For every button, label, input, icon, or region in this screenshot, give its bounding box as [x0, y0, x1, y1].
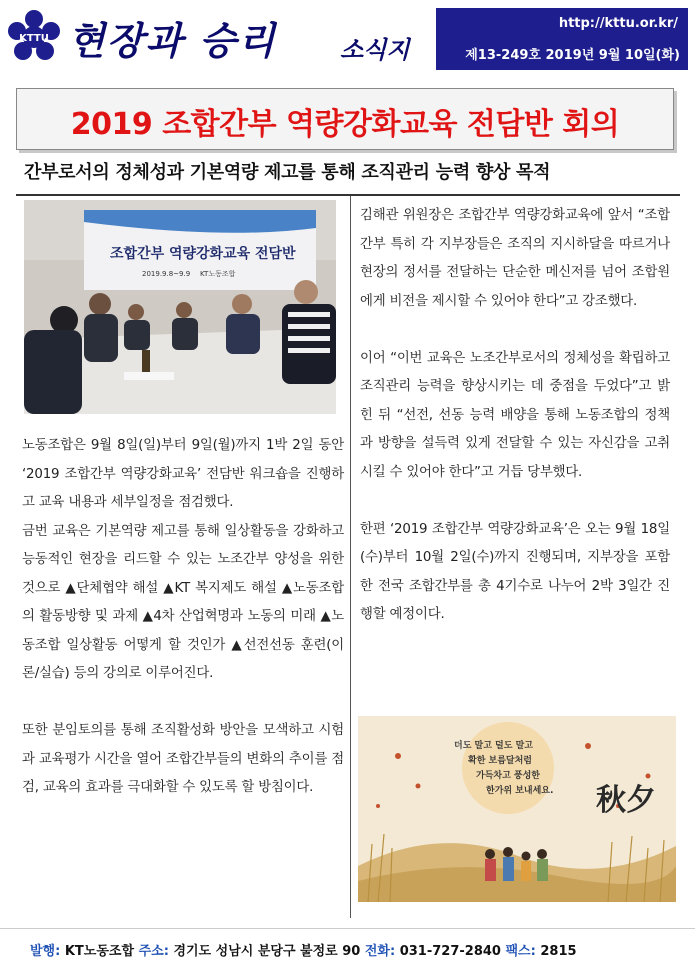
right-column: [360, 202, 670, 630]
meeting-photo: [24, 200, 336, 414]
fax-label: 팩스:: [505, 944, 536, 959]
paragraph: 금번 교육은 기본역량 제고를 통해 일상활동을 강화하고 능동적인 현장을 리드할 수 있는 노조간부 양성을 위한 것으로 ▲단체협약 해설 ▲KT 복지제도 해설 ▲노동조합의 활동방향 및 과제 ▲4차 산업혁명과 노동의 미래 ▲노동조합 일상활동 어떻게 할 것인가 ▲선전선동 훈련(이론/실습) 등의 강의로 이루어진다.: [22, 523, 344, 681]
paragraph: 노동조합은 9월 8일(일)부터 9일(월)까지 1박 2일 동안 ‘2019 조합간부 역량강화교육’ 전담반 워크숍을 진행하고 교육 내용과 세부일정을 점검했다.: [22, 438, 344, 510]
fax: 2815: [540, 944, 577, 959]
column-divider: [350, 196, 351, 918]
footer-divider: [0, 928, 695, 929]
greeting-line: 확한 보름달처럼: [468, 756, 532, 766]
left-column: [22, 432, 344, 803]
footer: [30, 940, 690, 959]
publisher: KT노동조합: [64, 944, 135, 959]
paragraph: 또한 분임토의를 통해 조직활성화 방안을 모색하고 시험과 교육평가 시간을 열어 조합간부들의 변화의 추이를 점검, 교육의 효과를 극대화할 수 있도록 할 방침이다.: [22, 723, 344, 795]
brand-title: 현장과 승리: [68, 18, 277, 63]
logo-text: KTTU: [19, 33, 49, 44]
address: 경기도 성남시 분당구 불정로 90: [173, 944, 361, 959]
issue-box: [436, 8, 688, 70]
banner-title: 조합간부 역량강화교육 전담반: [110, 246, 296, 262]
issue-number-date: 제13-249호 2019년 9월 10일(화): [465, 48, 680, 63]
greeting-line: 가득차고 풍성한: [476, 771, 540, 781]
greeting-line: 한가위 보내세요.: [486, 786, 554, 796]
publisher-label: 발행:: [30, 944, 61, 959]
chuseok-hanja: 秋夕: [596, 783, 656, 818]
chuseok-greeting-card: [358, 716, 676, 902]
phone: 031-727-2840: [399, 944, 501, 959]
phone-label: 전화:: [364, 944, 396, 959]
address-label: 주소:: [138, 944, 169, 959]
paragraph: 김해관 위원장은 조합간부 역량강화교육에 앞서 “조합간부 특히 각 지부장들은 조직의 지시하달을 따르거나 현장의 정서를 전달하는 단순한 메신저를 넘어 조합원에게 비전을 제시할 수 있어야 한다”고 강조했다.: [360, 208, 670, 309]
kttu-logo-icon: [8, 10, 60, 62]
headline: 2019 조합간부 역량강화교육 전담반 회의: [70, 107, 620, 142]
divider: [16, 194, 680, 196]
subheadline: 간부로서의 정체성과 기본역량 제고를 통해 조직관리 능력 향상 목적: [24, 162, 551, 183]
banner-org: KT노동조합: [200, 270, 236, 278]
site-url[interactable]: http://kttu.or.kr/: [558, 16, 678, 31]
banner-date: 2019.9.8~9.9: [142, 270, 191, 278]
greeting-line: 더도 말고 덜도 말고: [454, 741, 533, 751]
paragraph: 한편 ‘2019 조합간부 역량강화교육’은 오는 9월 18일(수)부터 10월 2일(수)까지 진행되며, 지부장을 포함한 전국 조합간부를 총 4기수로 나누어 2박 3일간 진행할 예정이다.: [360, 521, 670, 622]
brand-subtitle: 소식지: [340, 35, 410, 64]
paragraph: 이어 “이번 교육은 노조간부로서의 정체성을 확립하고 조직관리 능력을 향상시키는 데 중점을 두었다”고 밝힌 뒤 “선전, 선동 능력 배양을 통해 노동조합의 정책과 방향을 설득력 있게 전달할 수 있는 자신감을 고취시킬 수 있어야 한다”고 거듭 당부했다.: [360, 350, 670, 480]
headline-box: [16, 88, 674, 150]
